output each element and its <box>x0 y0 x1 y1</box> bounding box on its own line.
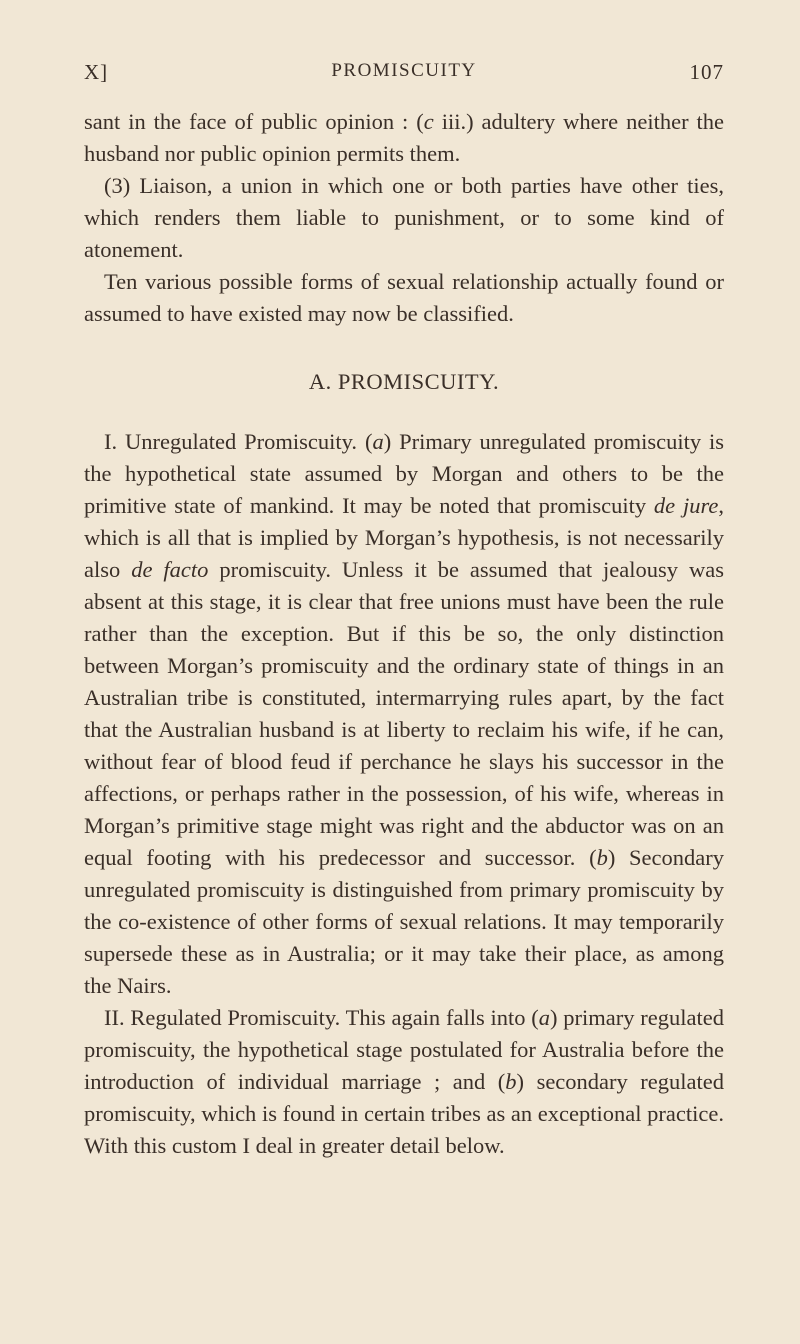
page-number: 107 <box>689 60 724 84</box>
chapter-marker: X] <box>84 60 109 84</box>
unregulated-promiscuity-paragraph: I. Unregulated Promiscuity. (a) Primary unregulated promiscuity is the hypothetical state assumed by Morgan and others to be the primitive state of mankind. It may be noted that promiscuity de jure, which is all that is implied by Morgan’s hypothesis, is not necessarily also de facto promiscuity. Unless it be assumed that jealousy was absent at this stage, it is clear that free unions must have been the rule rather than the exception. But if this be so, the only distinction between Morgan’s promiscuity and the ordinary state of things in an Australian tribe is constituted, intermarrying rules apart, by the fact that the Australian husband is at liberty to reclaim his wife, if he can, without fear of blood feud if perchance he slays his successor in the affections, or perhaps rather in the possession, of his wife, whereas in Morgan’s primitive stage might was right and the abductor was on an equal footing with his predecessor and successor. (b) Secondary unregulated promiscuity is distinguished from primary promiscuity by the co-existence of other forms of sexual relations. It may temporarily supersede these as in Australia; or it may take their place, as among the Nairs. <box>84 429 725 998</box>
section-heading: A. PROMISCUITY. <box>308 369 500 394</box>
page-body <box>84 106 724 1162</box>
intro-paragraph-1: sant in the face of public opinion : (c iii.) adultery where neither the husband nor public opinion permits them. <box>84 109 724 166</box>
intro-paragraph-2: (3) Liaison, a union in which one or both parties have other ties, which renders them liable to punishment, or to some kind of atonement. <box>84 173 724 262</box>
running-header <box>84 60 724 94</box>
running-title: PROMISCUITY <box>331 60 477 81</box>
intro-paragraph-3: Ten various possible forms of sexual relationship actually found or assumed to have existed may now be classified. <box>84 269 724 326</box>
regulated-promiscuity-paragraph: II. Regulated Promiscuity. This again falls into (a) primary regulated promiscuity, the hypothetical stage postulated for Australia before the introduction of individual marriage ; and (b) secondary regulated promiscuity, which is found in certain tribes as an exceptional practice. With this custom I deal in greater detail below. <box>84 1005 724 1158</box>
